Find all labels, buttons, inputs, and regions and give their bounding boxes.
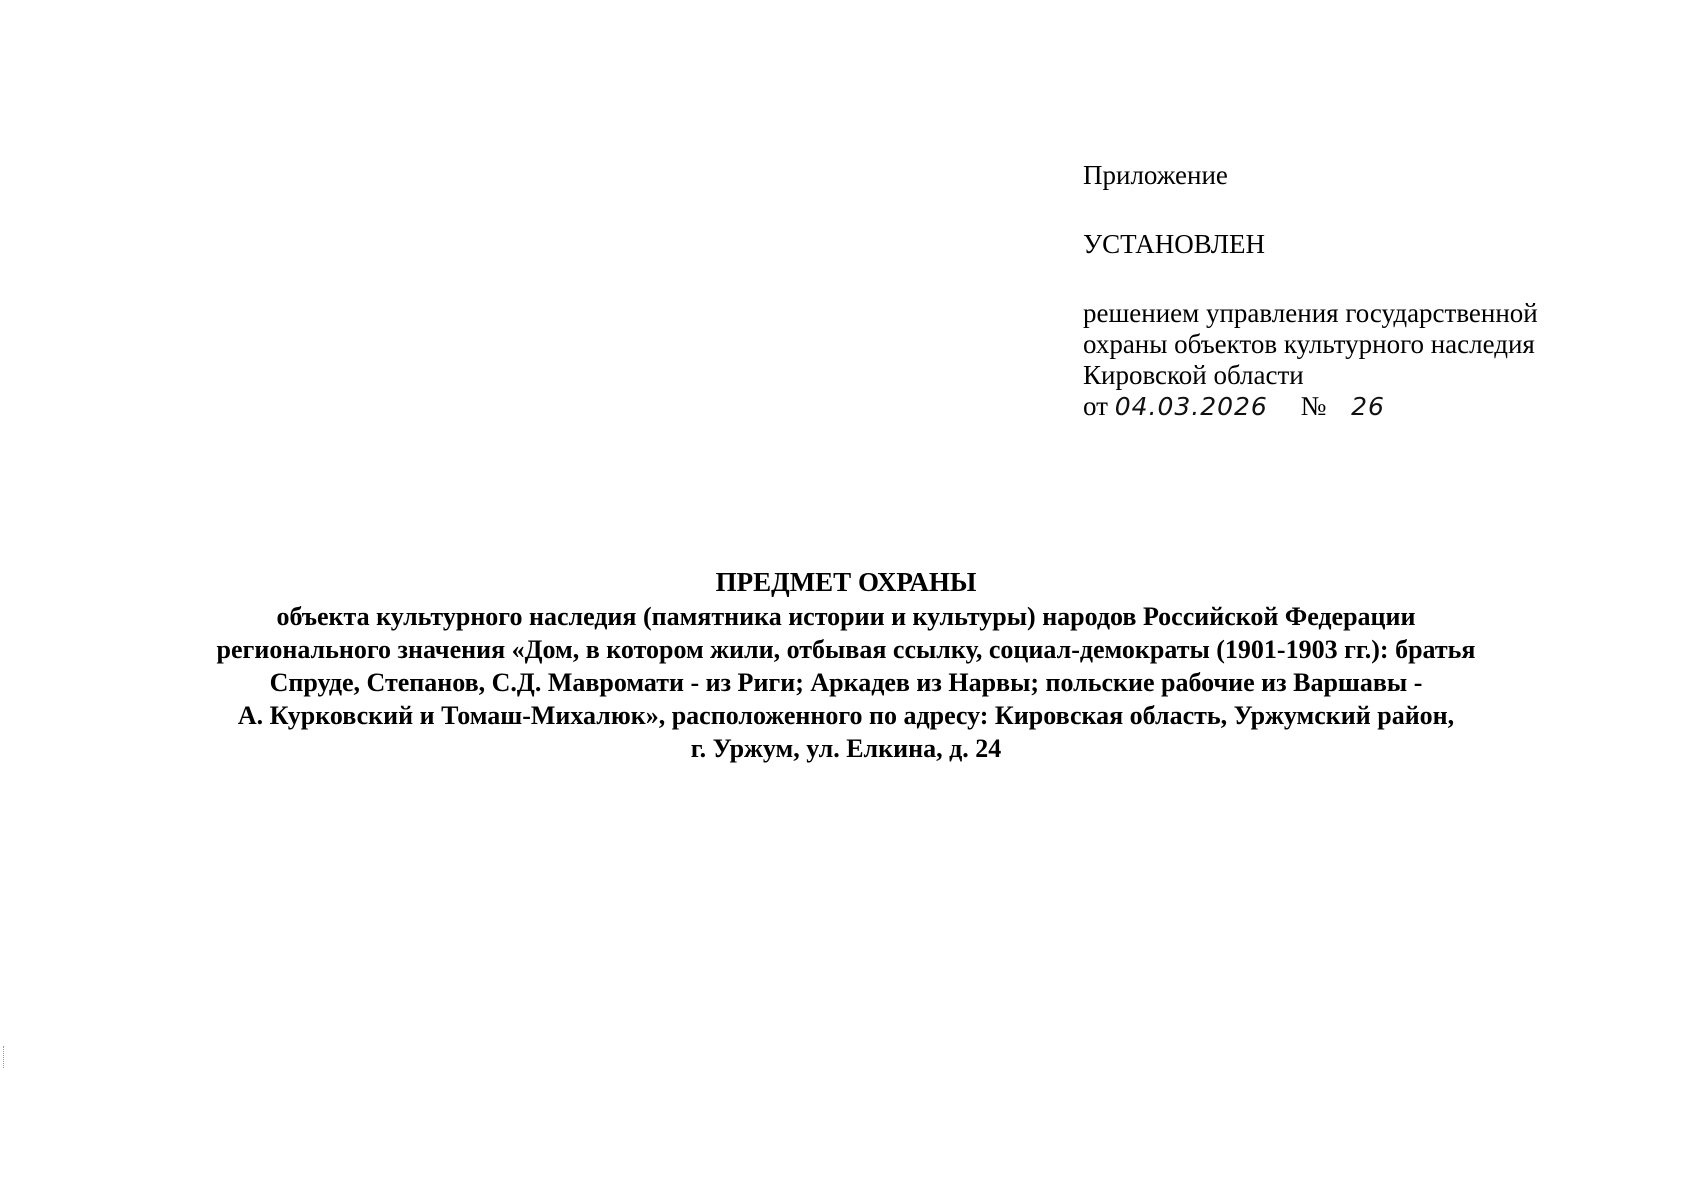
handwritten-number: 26	[1351, 392, 1385, 421]
appendix-label: Приложение	[1083, 160, 1228, 190]
document-title: ПРЕДМЕТ ОХРАНЫ	[715, 567, 977, 597]
scan-artifact	[3, 1046, 7, 1068]
document-title-block	[120, 566, 1572, 765]
title-line: Спруде, Степанов, С.Д. Мавромати - из Риги; Аркадев из Нарвы; польские рабочие из Варшавы -	[269, 668, 1423, 697]
decree-line: охраны объектов культурного наследия	[1083, 329, 1535, 359]
approved-label: УСТАНОВЛЕН	[1083, 229, 1266, 259]
decree-date-line	[1083, 391, 1643, 422]
title-line: А. Курковский и Томаш-Михалюк», расположенного по адресу: Кировская область, Уржумский район,	[237, 701, 1455, 730]
handwritten-date: 04.03.2026	[1114, 392, 1268, 421]
title-line: объекта культурного наследия (памятника истории и культуры) народов Российской Федерации	[276, 602, 1416, 631]
decree-line: Кировской области	[1083, 360, 1304, 390]
date-prefix: от	[1083, 391, 1108, 421]
decree-line: решением управления государственной	[1083, 298, 1538, 328]
number-sign: №	[1300, 391, 1327, 421]
title-line: г. Уржум, ул. Елкина, д. 24	[690, 734, 1002, 763]
title-line: регионального значения «Дом, в котором жили, отбывая ссылку, социал-демократы (1901-1903 гг.): братья	[216, 635, 1476, 664]
approval-block	[1083, 160, 1643, 422]
